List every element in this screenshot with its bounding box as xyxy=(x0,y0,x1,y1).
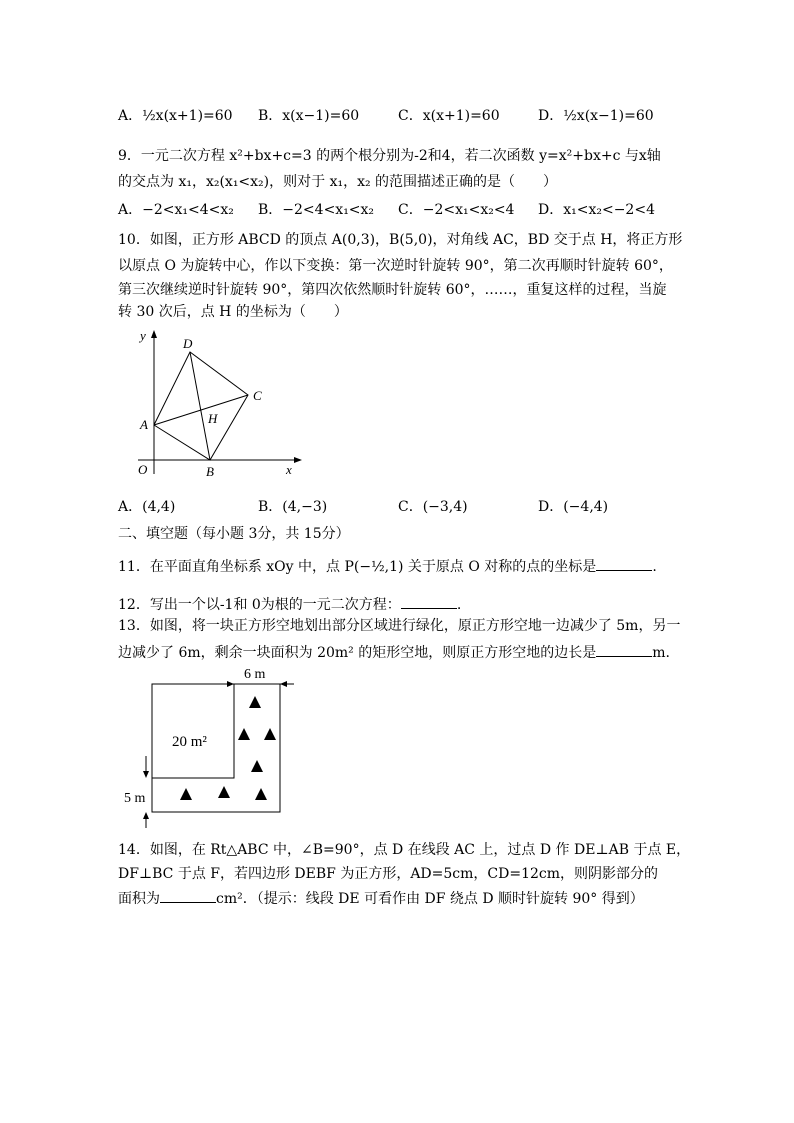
q8-option-d: D．½x(x−1)=60 xyxy=(538,108,654,124)
inner-rectangle-border xyxy=(152,684,234,778)
label-a: A xyxy=(140,417,148,432)
q14-line-3 xyxy=(118,888,644,909)
q9-option-b: B．−2<4<x₁<x₂ xyxy=(258,202,375,218)
q13-answer-blank[interactable] xyxy=(596,642,652,657)
q11-end: . xyxy=(652,559,657,575)
q10-line-1: 10．如图，正方形 ABCD 的顶点 A(0,3)，B(5,0)，对角线 AC，BD 交于点 H，将正方形 xyxy=(118,232,683,248)
q13-line-2-text: 边减少了 6m，剩余一块面积为 20m² 的矩形空地，则原正方形空地的边长是 xyxy=(118,645,597,661)
tree-icon xyxy=(264,728,276,740)
label-y: y xyxy=(140,328,146,343)
q9-option-a: A．−2<x₁<4<x₂ xyxy=(118,202,234,218)
q13-line-2 xyxy=(118,642,670,663)
q14-line-3b: cm²．（提示：线段 DE 可看作由 DF 绕点 D 顺时针旋转 90° 得到） xyxy=(216,891,644,907)
q14-line-2: DF⊥BC 于点 F，若四边形 DEBF 为正方形，AD=5cm，CD=12cm，则阴影部分的 xyxy=(118,866,659,882)
q11-suffix: 关于原点 O 对称的点的坐标是 xyxy=(407,559,597,575)
top-dim-left-arrowhead xyxy=(227,681,234,687)
top-label: 6 m xyxy=(244,667,266,682)
q10-option-c: C．(−3,4) xyxy=(398,499,468,515)
q11-answer-blank[interactable] xyxy=(596,556,652,571)
y-axis-arrow xyxy=(151,330,157,338)
q13-end: m. xyxy=(652,645,670,661)
q13-figure xyxy=(118,664,298,832)
label-d: D xyxy=(183,336,193,351)
label-b: B xyxy=(206,464,214,479)
q11-line xyxy=(118,556,657,577)
q14-answer-blank[interactable] xyxy=(160,888,216,903)
left-dim-top-arrowhead xyxy=(143,771,149,778)
left-dim-bottom-arrowhead xyxy=(143,812,149,819)
tree-icon xyxy=(249,696,261,708)
q14-line-3a: 面积为 xyxy=(118,891,160,907)
label-c: C xyxy=(253,388,262,403)
diagonal-bd xyxy=(190,352,210,460)
q10-line-3: 第三次继续逆时针旋转 90°，第四次依然顺时针旋转 60°，……，重复这样的过程，当旋 xyxy=(118,282,667,298)
q8-option-a: A．½x(x+1)=60 xyxy=(118,108,233,124)
q14-line-1: 14．如图，在 Rt△ABC 中，∠B=90°，点 D 在线段 AC 上，过点 D 作 DE⊥AB 于点 E， xyxy=(118,842,691,858)
q12-text: 12．写出一个以-1和 0为根的一元二次方程： xyxy=(118,597,401,613)
q9-line-1: 9．一元二次方程 x²+bx+c=3 的两个根分别为-2和4，若二次函数 y=x²+bx+c 与x轴 xyxy=(118,148,661,164)
area-label: 20 m² xyxy=(172,734,207,750)
q8-option-c: C．x(x+1)=60 xyxy=(398,108,500,124)
q10-figure xyxy=(130,328,305,480)
q10-line-4: 转 30 次后，点 H 的坐标为（ ） xyxy=(118,304,348,320)
side-label: 5 m xyxy=(124,791,146,806)
tree-icon xyxy=(251,760,263,772)
square-abcd xyxy=(154,352,248,460)
label-origin: O xyxy=(138,462,148,477)
q11-point: P(−½,1) xyxy=(344,559,404,575)
q8-option-b: B．x(x−1)=60 xyxy=(258,108,360,124)
q10-option-a: A．(4,4) xyxy=(118,499,176,515)
q10-line-2: 以原点 O 为旋转中心，作以下变换：第一次逆时针旋转 90°，第二次再顺时针旋转 60°， xyxy=(118,258,673,274)
tree-icon xyxy=(255,788,267,800)
q11-prefix: 11．在平面直角坐标系 xOy 中，点 xyxy=(118,559,340,575)
label-x: x xyxy=(286,462,292,477)
label-h: H xyxy=(208,411,218,426)
q13-line-1: 13．如图，将一块正方形空地划出部分区域进行绿化，原正方形空地一边减少了 5m，另一 xyxy=(118,618,681,634)
tree-icon xyxy=(218,786,230,798)
q12-line xyxy=(118,594,461,615)
section-title: 二、填空题（每小题 3分，共 15分） xyxy=(118,526,350,542)
q12-answer-blank[interactable] xyxy=(401,594,457,609)
tree-icon xyxy=(180,788,192,800)
tree-icon xyxy=(238,728,250,740)
q9-line-2: 的交点为 x₁，x₂(x₁<x₂)，则对于 x₁，x₂ 的范围描述正确的是（ ） xyxy=(118,174,558,190)
q10-option-d: D．(−4,4) xyxy=(538,499,609,515)
q10-option-b: B．(4,−3) xyxy=(258,499,328,515)
q9-option-c: C．−2<x₁<x₂<4 xyxy=(398,202,515,218)
top-dim-right-arrowhead xyxy=(280,681,287,687)
x-axis-arrow xyxy=(294,457,302,463)
q9-option-d: D．x₁<x₂<−2<4 xyxy=(538,202,655,218)
q12-end: . xyxy=(456,597,462,613)
